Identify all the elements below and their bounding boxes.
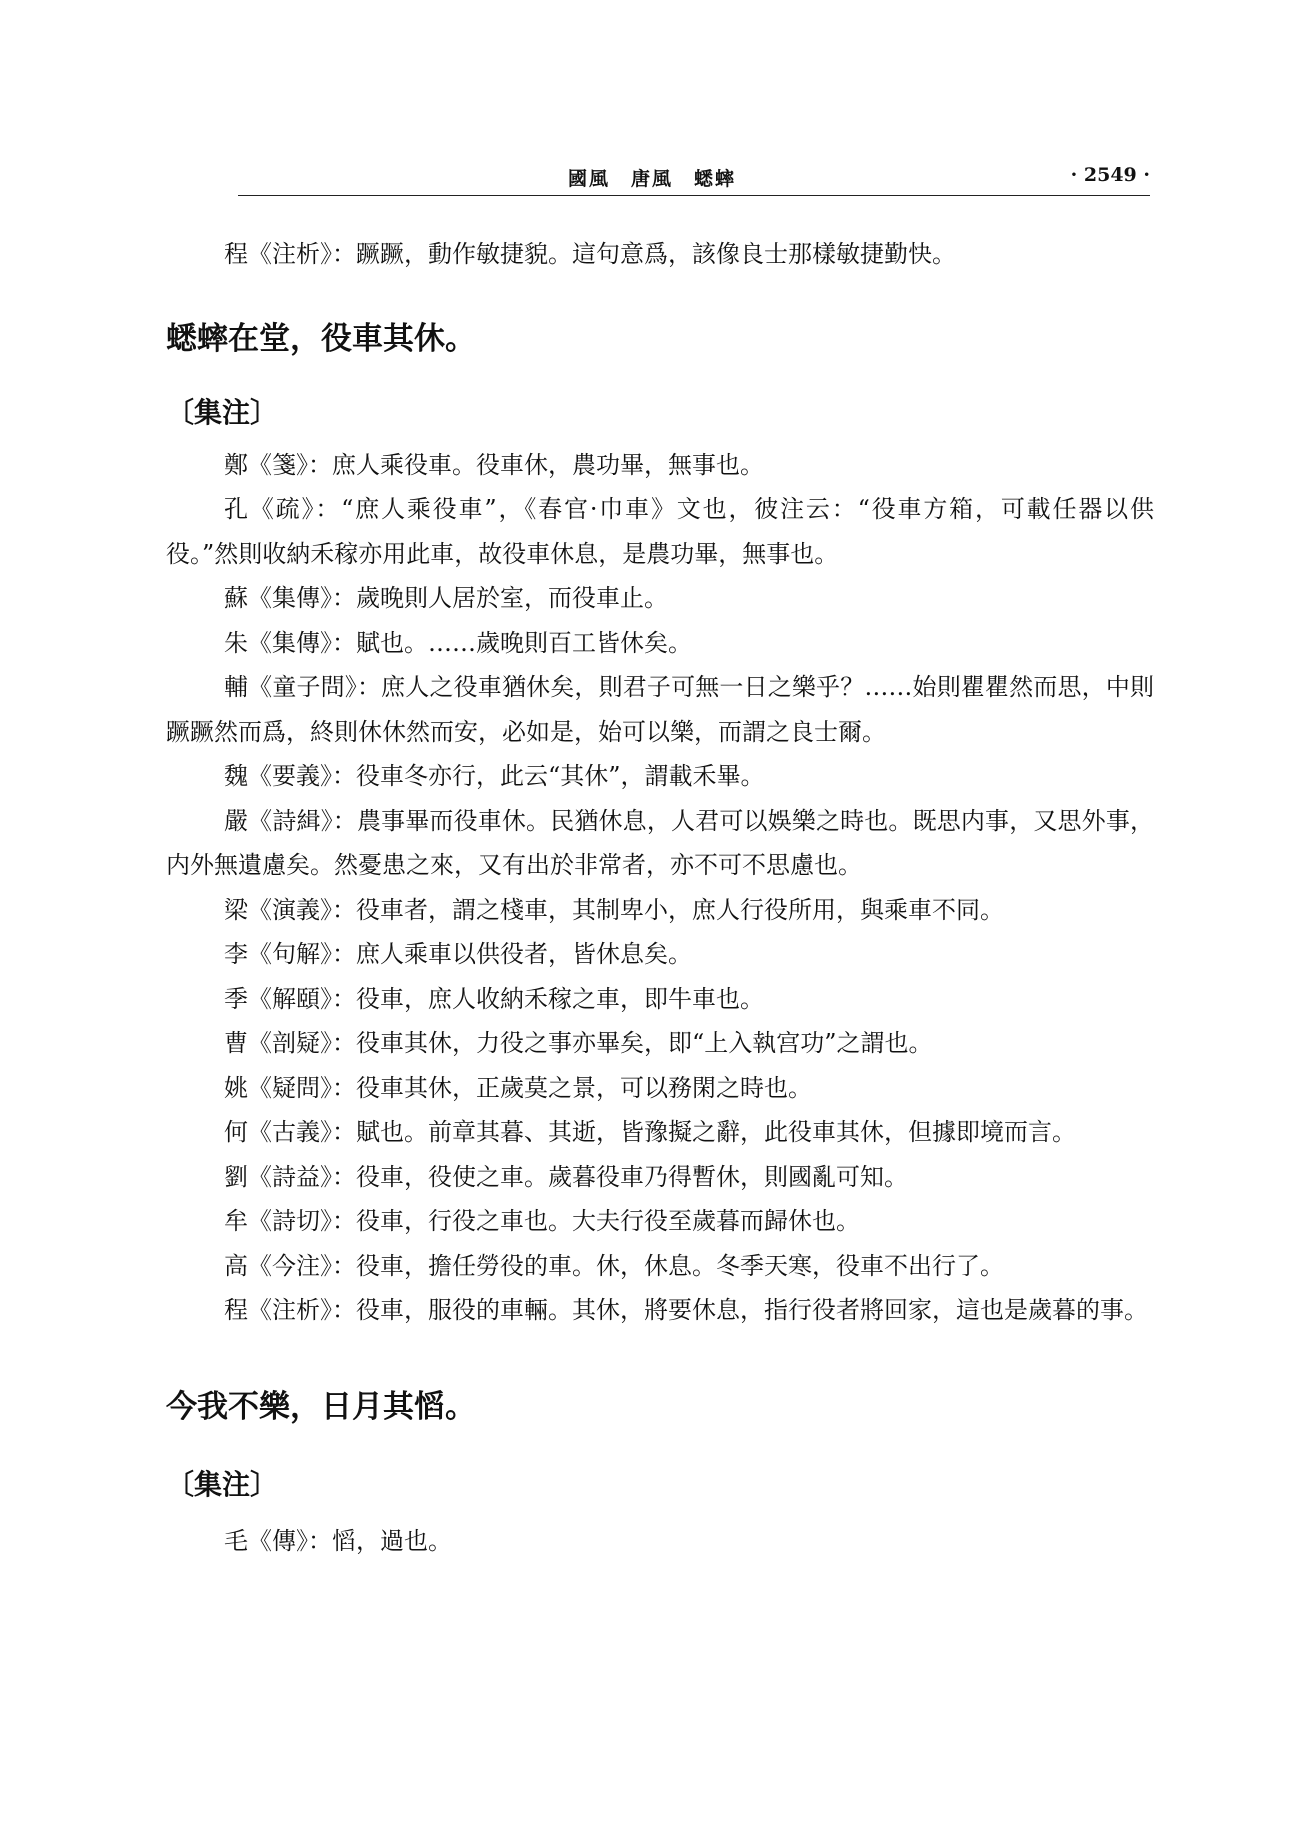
commentary-entry: 程《注析》：役車，服役的車輛。其休，將要休息，指行役者將回家，這也是歲暮的事。 — [224, 1296, 1148, 1324]
commentary-entry: 嚴《詩緝》：農事畢而役車休。民猶休息，人君可以娛樂之時也。既思内事，又思外事，内外無遺慮矣。然憂患之來，又有出於非常者，亦不可不思慮也。 — [166, 806, 1154, 879]
commentary-list — [166, 443, 1154, 1333]
note-paragraph: 程《注析》：蹶蹶，動作敏捷貌。這句意爲，該像良士那樣敏捷勤快。 — [224, 240, 956, 268]
header-rule — [238, 195, 1150, 196]
commentary-entry: 曹《剖疑》：役車其休，力役之事亦畢矣，即“上入執宫功”之謂也。 — [224, 1029, 933, 1057]
page-body — [166, 232, 1154, 1563]
commentary-entry: 毛《傳》：慆，過也。 — [224, 1526, 452, 1555]
commentary-entry: 高《今注》：役車，擔任勞役的車。休，休息。冬季天寒，役車不出行了。 — [224, 1251, 1004, 1280]
running-header — [238, 160, 1150, 196]
commentary-entry: 劉《詩益》：役車，役使之車。歲暮役車乃得暫休，則國亂可知。 — [224, 1162, 908, 1191]
commentary-entry: 姚《疑問》：役車其休，正歲莫之景，可以務閑之時也。 — [224, 1073, 812, 1102]
header-title: 國風 唐風 蟋蟀 — [568, 168, 737, 190]
page-number: · 2549 · — [1070, 164, 1150, 186]
commentary-entry: 李《句解》：庶人乘車以供役者，皆休息矣。 — [224, 940, 692, 968]
commentary-entry: 牟《詩切》：役車，行役之車也。大夫行役至歲暮而歸休也。 — [224, 1207, 860, 1235]
commentary-entry: 梁《演義》：役車者，謂之棧車，其制卑小，庶人行役所用，與乘車不同。 — [224, 895, 1004, 924]
commentary-entry: 鄭《箋》：庶人乘役車。役車休，農功畢，無事也。 — [224, 450, 764, 479]
commentary-entry: 輔《童子問》：庶人之役車猶休矣，則君子可無一日之樂乎？……始則瞿瞿然而思，中則蹶蹶然而爲，終則休休然而安，必如是，始可以樂，而謂之良士爾。 — [166, 673, 1154, 746]
commentary-entry: 何《古義》：賦也。前章其暮、其逝，皆豫擬之辭，此役車其休，但據即境而言。 — [224, 1118, 1076, 1146]
commentary-list — [166, 1519, 1154, 1564]
commentary-entry: 魏《要義》：役車冬亦行，此云“其休”，謂載禾畢。 — [224, 762, 765, 790]
verse-line: 蟋蟀在堂，役車其休。 — [166, 320, 476, 357]
commentary-entry: 朱《集傳》：賦也。……歲晚則百工皆休矣。 — [224, 628, 692, 657]
commentary-entry: 孔《疏》：“庶人乘役車”，《春官·巾車》文也，彼注云：“役車方箱，可載任器以供役。”然則收納禾稼亦用此車，故役車休息，是農功畢，無事也。 — [166, 495, 1154, 568]
commentary-entry: 蘇《集傳》：歲晚則人居於室，而役車止。 — [224, 584, 668, 612]
commentary-entry: 季《解頤》：役車，庶人收納禾稼之車，即牛車也。 — [224, 984, 764, 1013]
section-heading: 〔集注〕 — [166, 395, 279, 429]
section-heading: 〔集注〕 — [166, 1467, 279, 1501]
verse-line: 今我不樂，日月其慆。 — [166, 1388, 476, 1425]
